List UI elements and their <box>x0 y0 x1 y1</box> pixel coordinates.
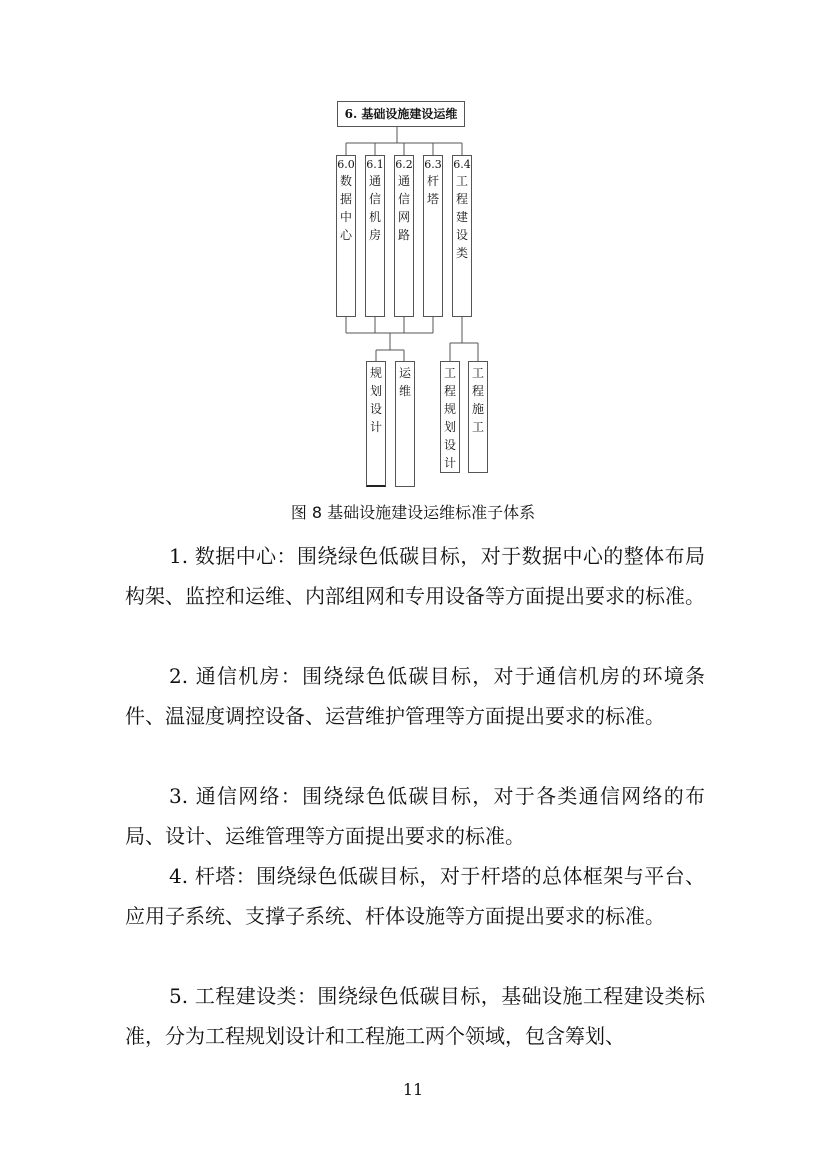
child-node-number: 6.2 <box>395 158 413 171</box>
leaf-node-engineering-planning <box>440 361 460 473</box>
leaf-node-planning-design <box>366 361 386 487</box>
child-node-label: 数据中心 <box>339 174 352 242</box>
child-node-tower <box>423 155 443 317</box>
leaf-node-label: 工程规划设计 <box>443 366 456 470</box>
paragraph-engineering: 5. 工程建设类：围绕绿色低碳目标，基础设施工程建设类标准，分为工程规划设计和工程施工两个领域，包含筹划、 <box>125 984 705 1048</box>
child-node-number: 6.3 <box>424 158 442 171</box>
paragraph-tower: 4. 杆塔：围绕绿色低碳目标，对于杆塔的总体框架与平台、应用子系统、支撑子系统、杆体设施等方面提出要求的标准。 <box>125 864 705 928</box>
paragraph-comm-room: 2. 通信机房：围绕绿色低碳目标，对于通信机房的环境条件、温湿度调控设备、运营维护管理等方面提出要求的标准。 <box>125 664 705 728</box>
paragraph-comm-network: 3. 通信网络：围绕绿色低碳目标，对于各类通信网络的布局、设计、运维管理等方面提出要求的标准。 <box>125 784 705 848</box>
child-node-number: 6.1 <box>366 158 384 171</box>
child-node-number: 6.0 <box>337 158 355 171</box>
leaf-node-engineering-construction <box>468 361 488 473</box>
root-node <box>337 101 465 127</box>
leaf-node-label: 运维 <box>398 366 411 398</box>
child-node-engineering <box>452 155 472 317</box>
leaf-node-label: 规划设计 <box>369 366 382 434</box>
leaf-node-operation <box>395 361 415 487</box>
figure-caption: 图 8 基础设施建设运维标准子体系 <box>290 503 536 522</box>
child-node-comm-room <box>365 155 385 317</box>
root-node-label: 6. 基础设施建设运维 <box>344 107 458 121</box>
standard-hierarchy-diagram <box>320 95 520 495</box>
paragraph-data-center: 1. 数据中心：围绕绿色低碳目标，对于数据中心的整体布局构架、监控和运维、内部组网和专用设备等方面提出要求的标准。 <box>125 544 705 608</box>
child-node-label: 通信网路 <box>397 174 410 242</box>
child-node-label: 通信机房 <box>368 174 381 242</box>
child-node-label: 杆塔 <box>426 174 439 206</box>
leaf-node-label: 工程施工 <box>471 366 484 434</box>
child-node-comm-network <box>394 155 414 317</box>
child-node-label: 工程建设类 <box>455 174 468 260</box>
child-node-number: 6.4 <box>453 158 471 171</box>
page-number: 11 <box>402 1080 424 1099</box>
child-node-data-center <box>336 155 356 317</box>
